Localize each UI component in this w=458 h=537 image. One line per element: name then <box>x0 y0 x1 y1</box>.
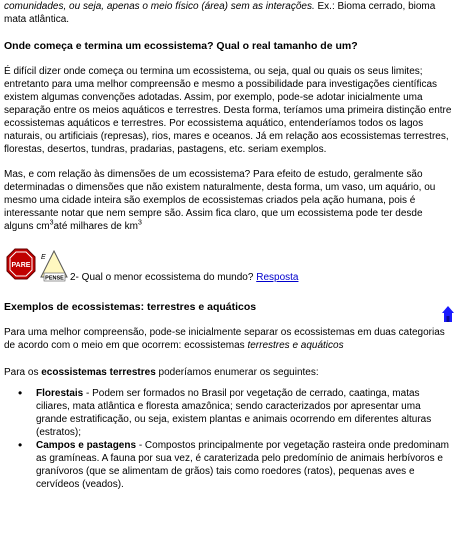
answer-link[interactable]: Resposta <box>256 272 299 283</box>
list-item-desc: - Podem ser formados no Brasil por vegetação de cerrado, caatinga, matas ciliares, mata atlântica e floresta amazônica; sendo caracterizados por apresentar uma grande estratificação, ou seja, existem plantas e animais ocorrendo em diferentes alturas (estratos); <box>36 388 432 438</box>
superscript-cm: 3 <box>49 219 54 227</box>
paragraph-terrestrial-intro <box>4 366 454 379</box>
terrestrial-before: Para os <box>4 367 42 378</box>
logo-e-text: E <box>41 254 46 261</box>
logo-stop-text: PARE <box>11 262 31 269</box>
categories-text: Para uma melhor compreensão, pode-se inicialmente separar os ecossistemas em duas categorias de acordo com o meio em que ocorrem: ecossistemas <box>4 327 445 351</box>
superscript-km: 3 <box>137 219 142 227</box>
dimensions-mid: até milhares de km <box>53 221 138 232</box>
terrestrial-after: poderíamos enumerar os seguintes: <box>155 367 319 378</box>
paragraph-dimensions <box>4 168 454 233</box>
home-icon[interactable] <box>442 306 454 322</box>
list-item-desc: - Compostos principalmente por vegetação rasteira onde predominam as gramíneas. A fauna por sua vez, é caraterizada pelo predomínio de animais herbívoros e granívoros (que se alimentam de grãos) tais como roedores (ratos), pequenas aves e cervídeos (veados). <box>36 440 449 490</box>
categories-italic: terrestres e aquáticos <box>247 340 344 351</box>
terrestrial-bold: ecossistemas terrestres <box>41 367 156 378</box>
intro-paragraph <box>4 0 454 26</box>
question-line <box>70 271 298 284</box>
terrestrial-list <box>4 387 454 491</box>
intro-italic: comunidades, ou seja, apenas o meio físico (área) sem as interações. <box>4 1 315 12</box>
heading-examples: Exemplos de ecossistemas: terrestres e aquáticos <box>4 301 257 313</box>
list-item <box>28 387 454 439</box>
stop-and-think-logo <box>4 247 68 283</box>
list-item-term: Florestais <box>36 388 84 399</box>
list-item-term: Campos e pastagens <box>36 440 137 451</box>
paragraph-limits: É difícil dizer onde começa ou termina um ecossistema, ou seja, qual ou quais os seus limites; entretanto para uma melhor compreensão e mesmo a possibilidade para investigações científicas existem algumas convenções adotadas. Assim, por exemplo, pode-se adotar inicialmente uma separação entre os meios aquáticos e terrestres. Desta forma, teríamos uma primeira distinção entre ecossistemas aquáticos e terrestres. Por ecossistema aquático, entenderíamos todos os lagos naturais, ou artificiais (represas), rios, mares e oceanos. Já em relação aos ecossistemas terrestres, florestas, desertos, tundras, pradarias, pastagens, etc. seriam exemplos. <box>4 66 452 155</box>
paragraph-categories <box>4 326 454 352</box>
logo-think-text: PENSE <box>45 275 64 282</box>
heading-ecosystem-limits: Onde começa e termina um ecossistema? Qual o real tamanho de um? <box>4 40 358 52</box>
document-body <box>4 0 454 491</box>
intro-normal: Ex.: Bioma cerrado, bioma mata atlântica. <box>4 1 436 25</box>
list-item <box>28 439 454 491</box>
question-text: 2- Qual o menor ecossistema do mundo? <box>70 272 257 283</box>
dimensions-text: Mas, e com relação às dimensões de um ecossistema? Para efeito de estudo, geralmente são determinadas o dimensões que não existem naturalmente, desta forma, um vaso, um aquário, ou mesmo uma cidade inteira são exemplos de ecossistemas criados pela ação humana, pois é interessante notar que nem sempre são. Assim fica claro, que um ecossistema pode ter desde alguns cm <box>4 169 436 232</box>
question-row <box>4 247 454 287</box>
